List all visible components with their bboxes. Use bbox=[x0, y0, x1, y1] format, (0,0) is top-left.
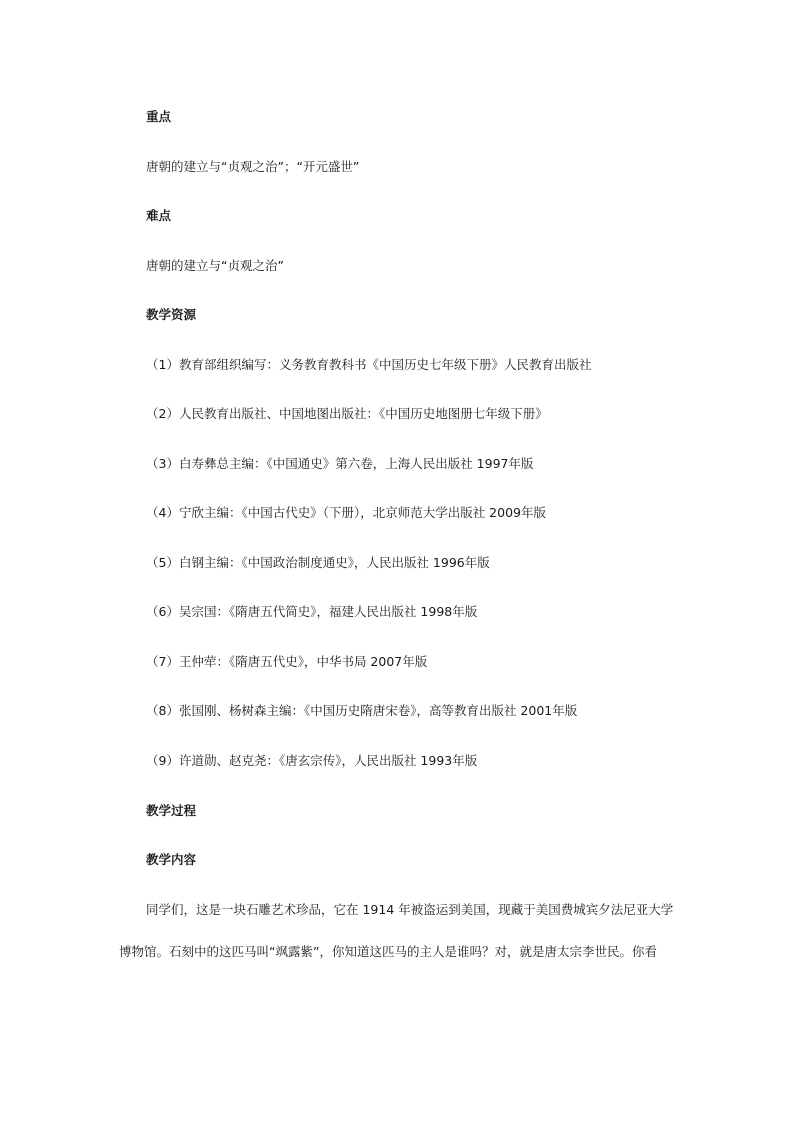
resource-item: （1）教育部组织编写：义务教育教科书《中国历史七年级下册》人民教育出版社 bbox=[146, 357, 592, 372]
difficulty-heading: 难点 bbox=[146, 208, 172, 223]
content-paragraph-line-2: 博物馆。石刻中的这匹马叫“飒露紫”，你知道这匹马的主人是谁吗？对，就是唐太宗李世民。你看 bbox=[119, 944, 657, 959]
resource-item: （9）许道勋、赵克尧：《唐玄宗传》，人民出版社 1993年版 bbox=[146, 753, 478, 768]
resource-item: （3）白寿彝总主编：《中国通史》第六卷，上海人民出版社 1997年版 bbox=[146, 456, 534, 471]
resource-item: （5）白钢主编：《中国政治制度通史》，人民出版社 1996年版 bbox=[146, 555, 490, 570]
resource-item: （2）人民教育出版社、中国地图出版社：《中国历史地图册七年级下册》 bbox=[146, 406, 548, 421]
key-points-heading: 重点 bbox=[146, 109, 172, 124]
content-paragraph-line-1: 同学们，这是一块石雕艺术珍品，它在 1914 年被盗运到美国，现藏于美国费城宾夕法尼亚大学 bbox=[146, 902, 674, 917]
resource-item: （7）王仲荦：《隋唐五代史》，中华书局 2007年版 bbox=[146, 654, 428, 669]
teaching-process-heading: 教学过程 bbox=[146, 803, 197, 818]
resource-item: （4）宁欣主编：《中国古代史》（下册），北京师范大学出版社 2009年版 bbox=[146, 505, 546, 520]
teaching-content-heading: 教学内容 bbox=[146, 852, 197, 867]
key-points-text: 唐朝的建立与“贞观之治”；“开元盛世” bbox=[146, 159, 360, 174]
resources-heading: 教学资源 bbox=[146, 307, 197, 322]
difficulty-text: 唐朝的建立与“贞观之治” bbox=[146, 258, 284, 273]
resource-item: （6）吴宗国：《隋唐五代简史》，福建人民出版社 1998年版 bbox=[146, 604, 478, 619]
resource-item: （8）张国刚、杨树森主编：《中国历史隋唐宋卷》，高等教育出版社 2001年版 bbox=[146, 703, 578, 718]
